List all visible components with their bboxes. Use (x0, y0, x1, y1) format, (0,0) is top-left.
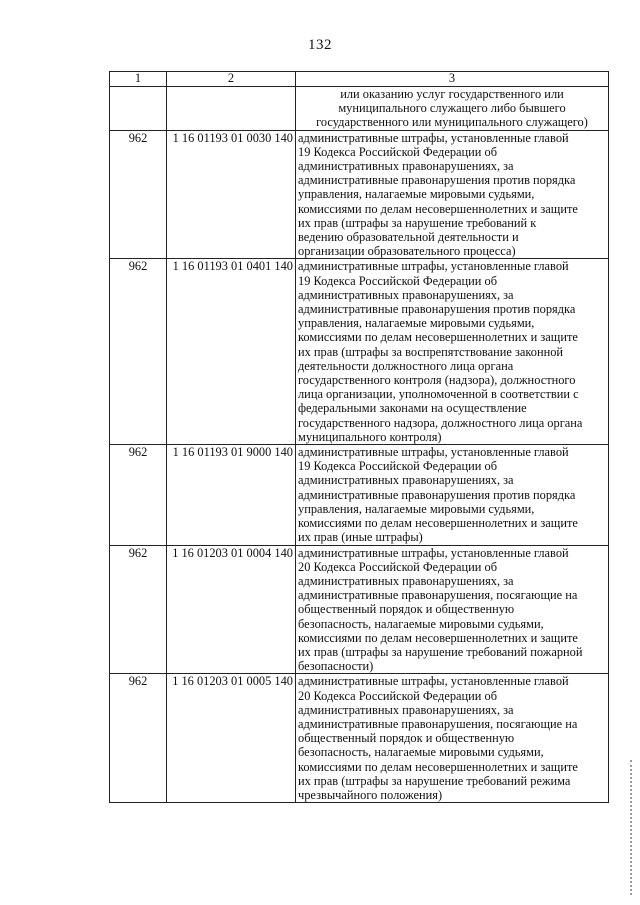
continuation-kbk-cell (167, 87, 296, 131)
description-line: комиссиями по делам несовершеннолетних и защите (298, 630, 578, 645)
kbk-cell: 1 16 01193 01 0030 140 (167, 130, 296, 259)
description-line: административных правонарушениях, за (298, 473, 514, 488)
description-line: государственного надзора, должностного лица органа (298, 415, 583, 430)
table-row (110, 545, 609, 674)
description-line: административные штрафы, установленные главой (298, 674, 569, 689)
kbk-cell: 1 16 01193 01 9000 140 (167, 445, 296, 545)
description-line: административных правонарушениях, за (298, 702, 514, 717)
kbk-cell: 1 16 01203 01 0005 140 (167, 674, 296, 803)
description-line: деятельности должностного лица органа (298, 358, 514, 373)
description-line: муниципального контроля) (298, 429, 442, 444)
description-line: безопасность, налагаемые мировыми судьями, (298, 745, 544, 760)
description-line: административные правонарушения, посягающие на (298, 588, 578, 603)
description-line: 20 Кодекса Российской Федерации об (298, 559, 498, 574)
page-number: 132 (308, 37, 332, 53)
description-line: комиссиями по делам несовершеннолетних и защите (298, 201, 578, 216)
description-line: 20 Кодекса Российской Федерации об (298, 688, 498, 703)
description-line: административных правонарушениях, за (298, 287, 514, 302)
description-line: 19 Кодекса Российской Федерации об (298, 459, 498, 474)
description-line: их прав (штрафы за нарушение требований режима (298, 773, 571, 788)
description-line: муниципального служащего либо бывшего (338, 101, 566, 116)
description-line: безопасность, налагаемые мировыми судьями, (298, 616, 544, 631)
description-line: административные штрафы, установленные главой (298, 259, 569, 274)
code-cell: 962 (110, 674, 167, 803)
description-line: государственного контроля (надзора), должностного (298, 373, 576, 388)
continuation-description-cell (296, 87, 609, 131)
description-line: их прав (штрафы за воспрепятствование законной (298, 344, 564, 359)
continuation-code-cell (110, 87, 167, 131)
description-line: безопасности) (298, 659, 374, 674)
description-line: административные правонарушения против порядка (298, 487, 576, 502)
description-line: лица организации, уполномоченной в соответствии с (298, 387, 579, 402)
description-line: управления, налагаемые мировыми судьями, (298, 501, 535, 516)
code-cell: 962 (110, 130, 167, 259)
description-cell (296, 130, 609, 259)
description-line: или оказанию услуг государственного или (340, 87, 564, 101)
description-line: административные правонарушения, посягающие на (298, 716, 578, 731)
continuation-row (110, 87, 609, 131)
description-line: административных правонарушениях, за (298, 573, 514, 588)
code-cell: 962 (110, 545, 167, 674)
column-header-3: 3 (296, 72, 609, 87)
description-line: административные штрафы, установленные главой (298, 130, 569, 145)
scan-edge-mark (630, 760, 635, 895)
description-line: административные правонарушения против порядка (298, 173, 576, 188)
description-line: общественный порядок и общественную (298, 731, 515, 746)
description-line: управления, налагаемые мировыми судьями, (298, 187, 535, 202)
description-line: комиссиями по делам несовершеннолетних и защите (298, 516, 578, 531)
description-line: их прав (иные штрафы) (298, 530, 423, 545)
description-line: административные правонарушения против порядка (298, 302, 576, 317)
description-line: общественный порядок и общественную (298, 602, 515, 617)
description-line: их прав (штрафы за нарушение требований к (298, 215, 537, 230)
description-line: административные штрафы, установленные главой (298, 445, 569, 460)
description-line: административных правонарушениях, за (298, 159, 514, 174)
code-cell: 962 (110, 445, 167, 545)
table-row (110, 445, 609, 545)
description-line: ведению образовательной деятельности и (298, 230, 519, 245)
description-cell (296, 674, 609, 803)
description-line: 19 Кодекса Российской Федерации об (298, 273, 498, 288)
column-header-1: 1 (110, 72, 167, 87)
table-row (110, 130, 609, 259)
description-line: административные штрафы, установленные главой (298, 545, 569, 560)
description-cell (296, 445, 609, 545)
description-line: комиссиями по делам несовершеннолетних и защите (298, 330, 578, 345)
description-line: 19 Кодекса Российской Федерации об (298, 144, 498, 159)
description-line: управления, налагаемые мировыми судьями, (298, 316, 535, 331)
table-row (110, 259, 609, 445)
column-header-2: 2 (167, 72, 296, 87)
description-line: государственного или муниципального служащего) (316, 115, 588, 130)
code-cell: 962 (110, 259, 167, 445)
table-row (110, 674, 609, 803)
description-line: федеральными законами на осуществление (298, 401, 527, 416)
kbk-cell: 1 16 01203 01 0004 140 (167, 545, 296, 674)
header-row (110, 72, 609, 87)
description-line: комиссиями по делам несовершеннолетних и защите (298, 759, 578, 774)
description-line: организации образовательного процесса) (298, 244, 516, 259)
kbk-cell: 1 16 01193 01 0401 140 (167, 259, 296, 445)
description-cell (296, 259, 609, 445)
description-line: чрезвычайного положения) (298, 787, 443, 802)
description-line: их прав (штрафы за нарушение требований пожарной (298, 644, 583, 659)
document-table (109, 71, 609, 803)
description-cell (296, 545, 609, 674)
